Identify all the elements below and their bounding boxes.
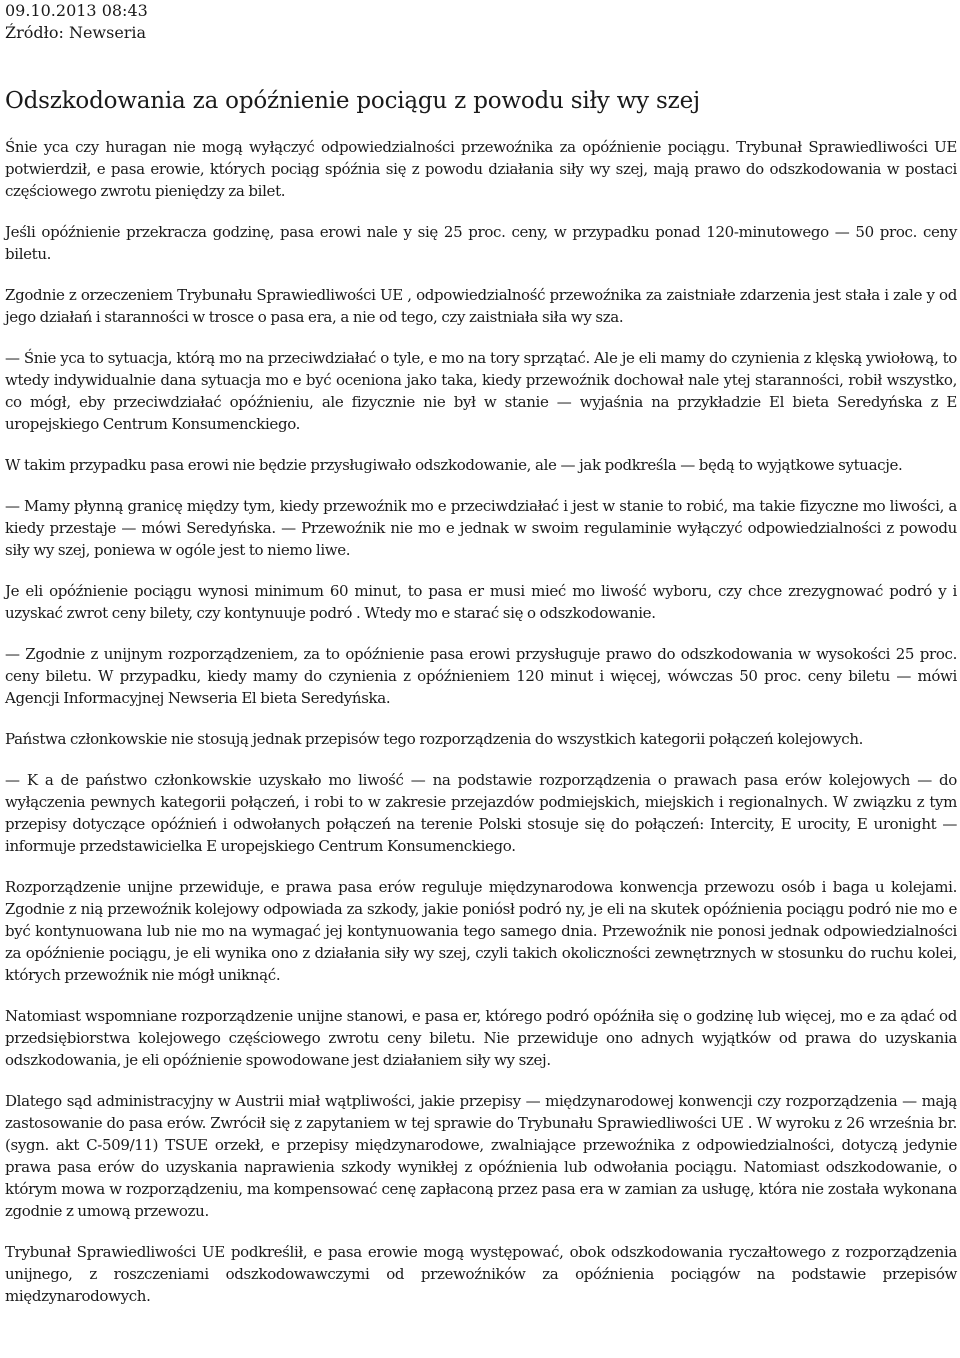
paragraph: Natomiast wspomniane rozporządzenie unijne stanowi, e pasa er, którego podró opóźniła się o godzinę lub więcej, mo e za ądać od przedsiębiorstwa kolejowego częściowego zwrotu ceny biletu. Nie przewiduje ono adnych wyjątków od prawa do uzyskania odszkodowania, je eli opóźnienie spowodowane jest działaniem siły wy szej. — [5, 1007, 957, 1069]
paragraph: — K a de państwo członkowskie uzyskało mo liwość — na podstawie rozporządzenia o prawach pasa erów kolejowych — do wyłączenia pewnych kategorii połączeń, i robi to w zakresie przejazdów podmiejskich, miejskich i regionalnych. W związku z tym przepisy dotyczące opóźnień i odwołanych połączeń na terenie Polski stosuje się do połączeń: Intercity, E urocity, E uronight — informuje przedstawicielka E uropejskiego Centrum Konsumenckiego. — [5, 771, 957, 855]
paragraph: Zgodnie z orzeczeniem Trybunału Sprawiedliwości UE , odpowiedzialność przewoźnika za zaistniałe zdarzenia jest stała i zale y od jego działań i staranności w trosce o pasa era, a nie od tego, czy zaistniała siła wy sza. — [5, 286, 957, 326]
paragraph: Rozporządzenie unijne przewiduje, e prawa pasa erów reguluje międzynarodowa konwencja przewozu osób i baga u kolejami. Zgodnie z nią przewoźnik kolejowy odpowiada za szkody, jakie poniósł podró ny, je eli na skutek opóźnienia pociągu podró nie mo e być kontynuowana lub nie mo na wymagać jej kontynuowania tego samego dnia. Przewoźnik nie ponosi jednak odpowiedzialności za opóźnienie pociągu, je eli wynika ono z działania siły wy szej, czyli takich okoliczności zewnętrznych w stosunku do ruchu kolei, których przewoźnik nie mógł uniknąć. — [5, 878, 957, 984]
paragraph: Dlatego sąd administracyjny w Austrii miał wątpliwości, jakie przepisy — międzynarodowej konwencji czy rozporządzenia — mają zastosowanie do pasa erów. Zwrócił się z zapytaniem w tej sprawie do Trybunału Sprawiedliwości UE . W wyroku z 26 września br. (sygn. akt C-509/11) TSUE orzekł, e przepisy międzynarodowe, zwalniające przewoźnika z odpowiedzialności, dotyczą jedynie prawa pasa erów do uzyskania naprawienia szkody wynikłej z opóźnienia lub odwołania pociągu. Natomiast odszkodowanie, o którym mowa w rozporządzeniu, ma kompensować cenę zapłaconą przez pasa era w zamian za usługę, która nie została wykonana zgodnie z umową przewozu. — [5, 1092, 957, 1220]
article-body — [5, 136, 957, 1326]
source-line: Źródło: Newseria — [5, 23, 147, 42]
paragraph: Trybunał Sprawiedliwości UE podkreślił, e pasa erowie mogą występować, obok odszkodowania ryczałtowego z rozporządzenia unijnego, z roszczeniami odszkodowawczymi od przewoźników za opóźnienia pociągów na podstawie przepisów międzynarodowych. — [5, 1243, 957, 1305]
paragraph: — Zgodnie z unijnym rozporządzeniem, za to opóźnienie pasa erowi przysługuje prawo do odszkodowania w wysokości 25 proc. ceny biletu. W przypadku, kiedy mamy do czynienia z opóźnieniem 120 minut i więcej, wówczas 50 proc. ceny biletu — mówi Agencji Informacyjnej Newseria El bieta Seredyńska. — [5, 645, 957, 707]
paragraph: Je eli opóźnienie pociągu wynosi minimum 60 minut, to pasa er musi mieć mo liwość wyboru, czy chce zrezygnować podró y i uzyskać zwrot ceny bilety, czy kontynuuje podró . Wtedy mo e starać się o odszkodowanie. — [5, 582, 957, 622]
paragraph: Śnie yca czy huragan nie mogą wyłączyć odpowiedzialności przewoźnika za opóźnienie pociągu. Trybunał Sprawiedliwości UE potwierdził, e pasa erowie, których pociąg spóźnia się z powodu działania siły wy szej, mają prawo do odszkodowania w postaci częściowego zwrotu pieniędzy za bilet. — [5, 138, 957, 200]
publication-date: 09.10.2013 08:43 — [5, 1, 148, 20]
paragraph: — Mamy płynną granicę między tym, kiedy przewoźnik mo e przeciwdziałać i jest w stanie to robić, ma takie fizyczne mo liwości, a kiedy przestaje — mówi Seredyńska. — Przewoźnik nie mo e jednak w swoim regulaminie wyłączyć odpowiedzialności z powodu siły wy szej, poniewa w ogóle jest to niemo liwe. — [5, 497, 957, 559]
paragraph: Państwa członkowskie nie stosują jednak przepisów tego rozporządzenia do wszystkich kategorii połączeń kolejowych. — [5, 730, 864, 748]
paragraph: — Śnie yca to sytuacja, którą mo na przeciwdziałać o tyle, e mo na tory sprzątać. Ale je eli mamy do czynienia z klęską ywiołową, to wtedy indywidualnie dana sytuacja mo e być oceniona jako taka, kiedy przewoźnik dochował nale ytej staranności, robił wszystko, co mógł, eby przeciwdziałać opóźnieniu, ale fizycznie nie był w stanie — wyjaśnia na przykładzie El bieta Seredyńska z E uropejskiego Centrum Konsumenckiego. — [5, 349, 957, 433]
paragraph: W takim przypadku pasa erowi nie będzie przysługiwało odszkodowanie, ale — jak podkreśla — będą to wyjątkowe sytuacje. — [5, 456, 903, 474]
article-title: Odszkodowania za opóźnienie pociągu z powodu siły wy szej — [5, 88, 700, 114]
paragraph: Jeśli opóźnienie przekracza godzinę, pasa erowi nale y się 25 proc. ceny, w przypadku ponad 120-minutowego — 50 proc. ceny biletu. — [5, 223, 957, 263]
